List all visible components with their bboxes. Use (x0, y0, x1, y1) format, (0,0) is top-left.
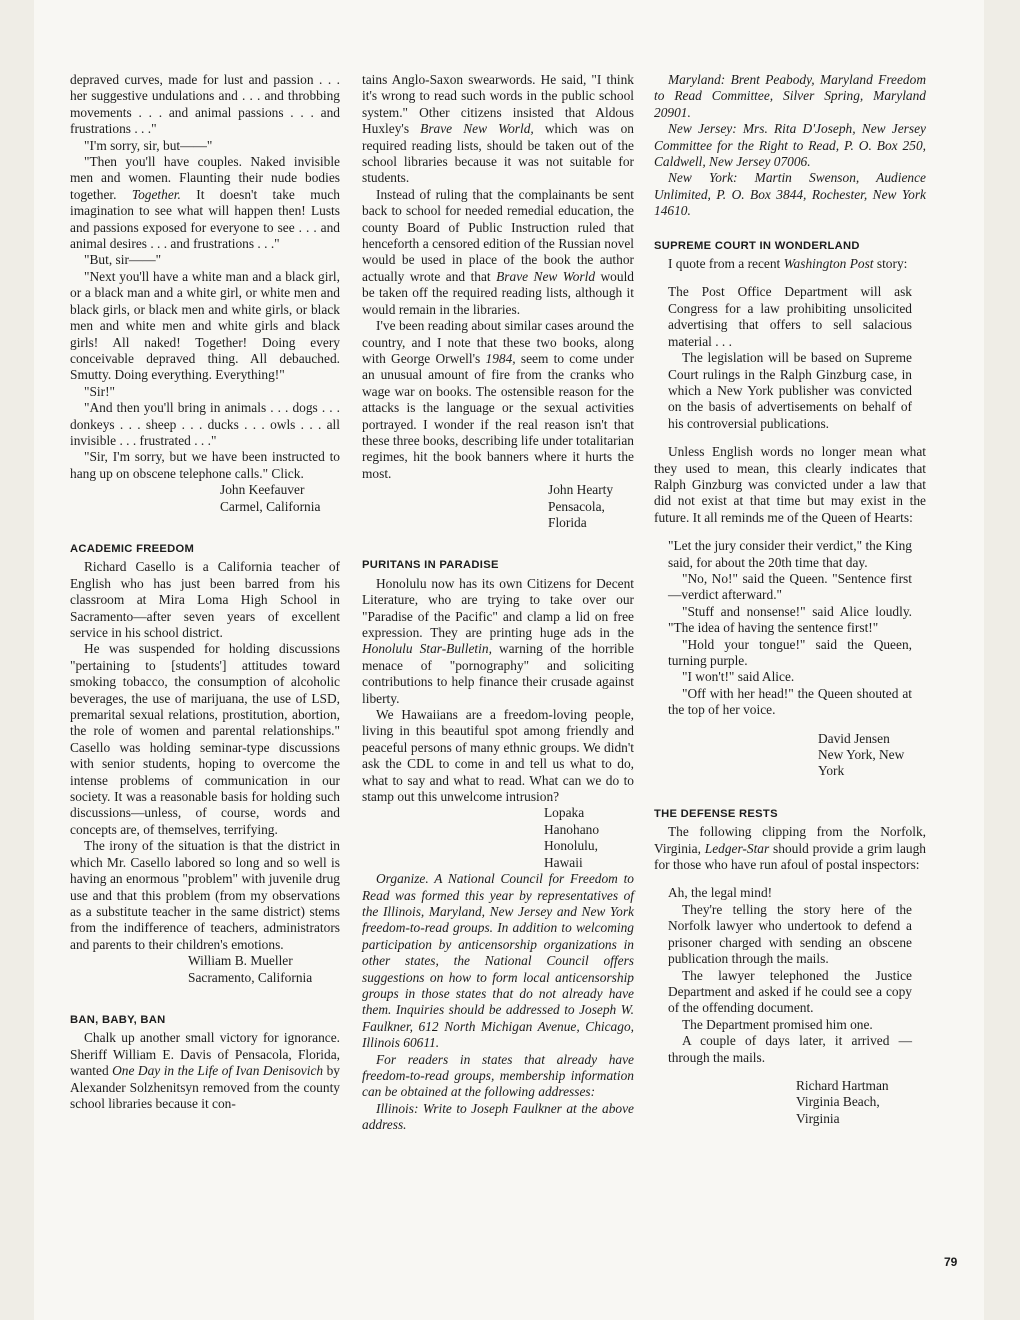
quote-paragraph: The legislation will be based on Supreme Court rulings in the Ralph Ginzburg case, in which a New York publisher was convicted on the basis of advertisements on behalf of his controversial publications. (668, 350, 912, 431)
paragraph: "I'm sorry, sir, but——" (84, 137, 213, 153)
quote-paragraph: "Let the jury consider their verdict," the King said, for about the 20th time that day. (668, 538, 912, 570)
column-2 (362, 72, 634, 1134)
signature-name: John Hearty (548, 482, 614, 498)
paragraph: We Hawaiians are a freedom-loving people, living in this beautiful spot among friendly and peaceful persons of many ethnic groups. We didn't ask the CDL to come in and tell us what to do, what to say and what to read. What can we do to stamp out this unwelcome intrusion? (362, 707, 634, 805)
section-heading: ACADEMIC FREEDOM (70, 542, 195, 555)
paragraph: I've been reading about similar cases around the country, and I note that these two books, along with George Orwell's 1984, seem to come under an unusual amount of fire from the cranks who wage war on books. The ostensible reason for the attacks is the language or the sexual activities portrayed. I wonder if the real reason isn't that these three books, describing life under totalitarian regimes, hit the book banners where it hurts the most. (362, 318, 635, 481)
column-3 (654, 72, 926, 1127)
block-quote (654, 538, 926, 718)
signature (70, 953, 340, 986)
quote-paragraph: "No, No!" said the Queen. "Sentence first—verdict afterward." (668, 570, 912, 603)
signature-place: Honolulu, Hawaii (544, 838, 598, 870)
signature-place: Sacramento, California (188, 969, 313, 985)
paragraph: The following clipping from the Norfolk, Virginia, Ledger-Star should provide a grim laugh for those who have run afoul of postal inspectors: (654, 824, 926, 873)
block-quote (654, 284, 926, 432)
paragraph: "Sir, I'm sorry, but we have been instructed to hang up on obscene telephone calls." Click. (70, 449, 340, 481)
signature (362, 805, 634, 871)
editor-note: For readers in states that already have freedom-to-read groups, membership information can be obtained at the following addresses: (362, 1051, 634, 1100)
paragraph: "Next you'll have a white man and a black girl, or a black man and a white girl, or white men and black girls, or black men and white girls, or black men and white men and white girls and black girls! All naked! Together! Doing every conceivable depraved thing. All debauched. Smutty. Doing everything. Everything!" (70, 268, 340, 383)
quote-paragraph: "Hold your tongue!" said the Queen, turning purple. (668, 636, 912, 668)
quote-paragraph: "I won't!" said Alice. (682, 669, 795, 685)
paragraph: Unless English words no longer mean what they used to mean, this clearly indicates that Ralph Ginzburg was convicted under a law that did not exist at that time but may exist in the future. It all reminds me of the Queen of Hearts: (654, 444, 926, 525)
quote-paragraph: Ah, the legal mind! (668, 885, 773, 901)
signature-place: New York, New York (818, 747, 905, 779)
editor-note: Organize. A National Council for Freedom to Read was formed this year by representatives of the Illinois, Maryland, New Jersey and New York freedom-to-read groups. In addition to welcoming participation by anticensorship organizations in other states, the National Council offers suggestions on how to form local anticensorship groups in those states that do not already have them. Inquiries should be addressed to Joseph W. Faulkner, 612 North Michigan Avenue, Chicago, Illinois 60611. (362, 871, 634, 1051)
signature-name: William B. Mueller (188, 953, 293, 969)
editor-note: Maryland: Brent Peabody, Maryland Freedom to Read Committee, Silver Spring, Maryland 20901. (654, 72, 926, 120)
signature (654, 731, 926, 780)
signature (362, 482, 634, 531)
paragraph: Chalk up another small victory for ignorance. Sheriff William E. Davis of Pensacola, Florida, wanted One Day in the Life of Ivan Denisovich by Alexander Solzhenitsyn removed from the county school libraries because it con- (70, 1030, 340, 1111)
quote-paragraph: A couple of days later, it arrived —through the mails. (668, 1033, 912, 1065)
page-number: 79 (944, 1255, 958, 1269)
section-heading: BAN, BABY, BAN (70, 1013, 166, 1026)
quote-paragraph: They're telling the story here of the Norfolk lawyer who undertook to defend a prisoner charged with sending an obscene publication through the mails. (668, 901, 912, 967)
paragraph: "Sir!" (84, 383, 116, 399)
magazine-page (34, 0, 984, 1320)
quote-paragraph: The Department promised him one. (682, 1016, 873, 1032)
editor-note: Illinois: Write to Joseph Faulkner at the above address. (362, 1100, 634, 1133)
signature-name: David Jensen (818, 730, 890, 746)
signature-name: Richard Hartman (796, 1077, 889, 1093)
signature-name: Lopaka Hanohano (544, 805, 600, 837)
signature-place: Pensacola, Florida (548, 498, 605, 530)
column-1 (70, 72, 340, 1112)
section-heading: SUPREME COURT IN WONDERLAND (654, 239, 860, 252)
signature-place: Virginia Beach, Virginia (796, 1094, 880, 1126)
paragraph: Richard Casello is a California teacher of English who has just been barred from his classroom at Mira Loma High School in Sacramento—after seven years of excellent service in his school district. (70, 559, 340, 640)
paragraph: Instead of ruling that the complainants be sent back to school for needed remedial education, the county Board of Public Instruction ruled that henceforth a censored edition of the Russian novel would be used in place of the book the author actually wrote and that Brave New World would be taken off the required reading lists, although it would remain in the libraries. (362, 186, 634, 317)
paragraph: "Then you'll have couples. Naked invisible men and women. Flaunting their nude bodies together. Together. It doesn't take much imagination to see what will happen then! Lusts and passions exposed for everyone to see . . . and animal desires . . . and frustrations . . ." (70, 154, 340, 252)
quote-paragraph: The lawyer telephoned the Justice Department and asked if he could see a copy of the offending document. (668, 967, 912, 1016)
paragraph: Honolulu now has its own Citizens for Decent Literature, who are trying to take over our "Paradise of the Pacific" and clamp a lid on free expression. They are printing huge ads in the Honolulu Star-Bulletin, warning of the horrible menace of "pornography" and soliciting contributions to help finance their crusade against liberty. (362, 575, 634, 706)
paragraph: "But, sir——" (84, 252, 162, 268)
block-quote (654, 885, 926, 1065)
paragraph: I quote from a recent Washington Post story: (668, 256, 908, 272)
paragraph: depraved curves, made for lust and passion . . . her suggestive undulations and . . . and throbbing movements . . . and animal passions . . . and frustrations . . ." (70, 72, 340, 137)
paragraph: "And then you'll bring in animals . . . dogs . . . donkeys . . . sheep . . . ducks . . . owls . . . all invisible . . . frustrated . . ." (70, 400, 340, 448)
quote-paragraph: "Stuff and nonsense!" said Alice loudly. "The idea of having the sentence first!" (668, 603, 912, 636)
signature (70, 482, 340, 515)
section-heading: PURITANS IN PARADISE (362, 559, 499, 572)
signature-name: John Keefauver (220, 482, 305, 498)
paragraph: The irony of the situation is that the district in which Mr. Casello labored so long and so well is having an enormous "problem" with juvenile drug use and that this problem (from my observations as a substitute teacher in the same district) stems from the indifference of teachers, administrators and parents to their children's emotions. (70, 838, 340, 952)
editor-note: New Jersey: Mrs. Rita D'Joseph, New Jersey Committee for the Right to Read, P. O. Box 250, Caldwell, New Jersey 07006. (654, 121, 926, 170)
quote-paragraph: "Off with her head!" the Queen shouted at the top of her voice. (668, 685, 912, 718)
signature (654, 1078, 926, 1127)
editor-note: New York: Martin Swenson, Audience Unlimited, P. O. Box 3844, Rochester, New York 14610. (654, 170, 926, 219)
signature-place: Carmel, California (220, 498, 321, 514)
paragraph: tains Anglo-Saxon swearwords. He said, "I think it's wrong to read such words in the public school system." Other citizens insisted that Aldous Huxley's Brave New World, which was on required reading lists, should be taken out of the school libraries because it was not suitable for students. (362, 72, 634, 186)
section-heading: THE DEFENSE RESTS (654, 807, 778, 820)
quote-paragraph: The Post Office Department will ask Congress for a law prohibiting unsolicited advertising that offers to sell salacious material . . . (668, 284, 912, 349)
paragraph: He was suspended for holding discussions "pertaining to [students'] attitudes toward smoking tobacco, the consumption of alcoholic beverages, the use of marijuana, the use of LSD, premarital sexual relations, prostitution, abortion, the role of women and parental relationships." Casello was holding seminar-type discussions with senior students, hoping to overcome the intense problems of communication in our society. It was a reasonable basis for holding such discussions—unless, of course, words and concepts are, of themselves, terrifying. (70, 641, 340, 837)
